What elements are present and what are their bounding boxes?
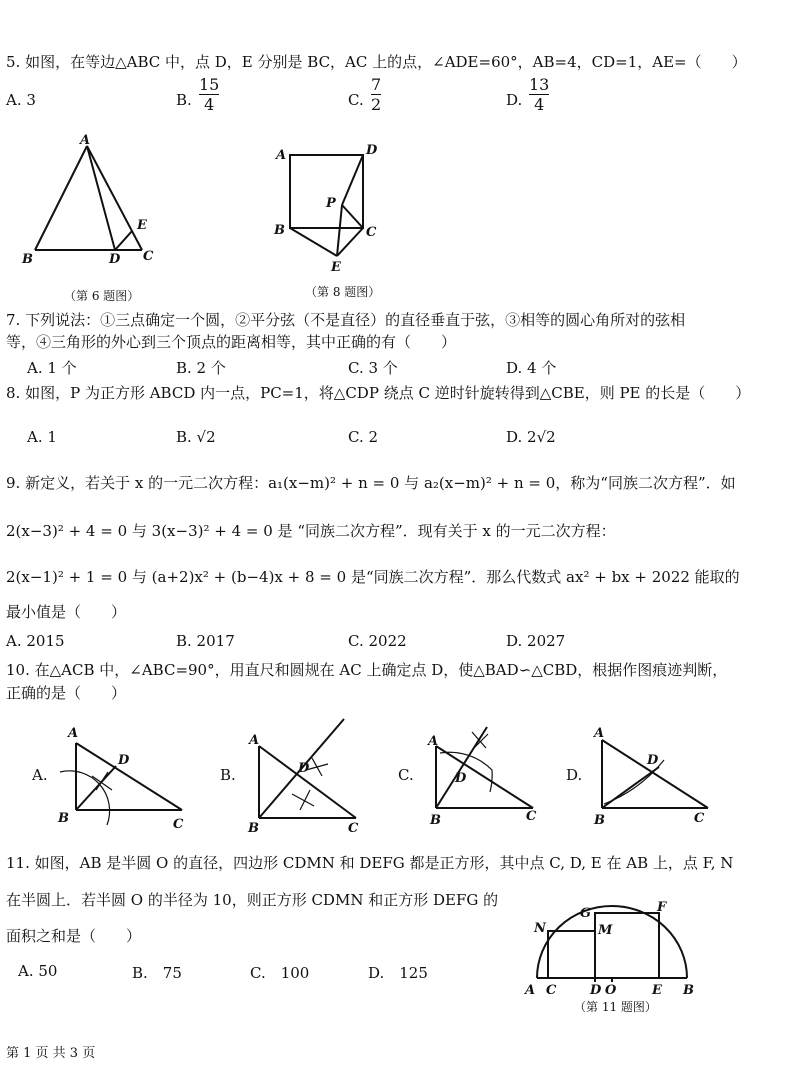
q10b-label-c: C [348, 821, 359, 836]
q10-line2: 正确的是（ ） [6, 684, 127, 702]
q9-line4: 最小值是（ ） [6, 603, 127, 621]
q5-option-d-label: D. [506, 91, 523, 109]
fig11-label-g: G [580, 906, 592, 921]
q5-b-denominator: 4 [204, 95, 215, 114]
q5-option-b-label: B. [176, 91, 192, 109]
q10a-label-d: D [118, 753, 130, 768]
q7-line1: 7. 下列说法：①三点确定一个圆，②平分弦（不是直径）的直径垂直于弦，③相等的圆心角所对的弦相 [6, 311, 686, 329]
fig8-caption: （第 8 题图） [305, 285, 381, 299]
q5-b-numerator: 15 [199, 75, 220, 94]
q7-option-a: A. 1 个 [27, 359, 77, 377]
q8-option-d: D. 2√2 [506, 428, 556, 446]
fig8-label-d: D [366, 143, 378, 158]
q9-option-d: D. 2027 [506, 632, 566, 650]
q9-line3: 2(x−1)² + 1 = 0 与 (a+2)x² + (b−4)x + 8 = 0 是“同族二次方程”．那么代数式 ax² + bx + 2022 能取的 [6, 568, 740, 586]
q11-option-d: D. 125 [368, 964, 428, 982]
fig11-label-n: N [534, 921, 546, 936]
fig6-label-e: E [137, 218, 147, 233]
q10d-label-c: C [694, 811, 705, 826]
q10a-label-c: C [173, 817, 184, 832]
q5-option-a: A. 3 [6, 91, 36, 109]
fig11-label-m: M [598, 923, 613, 938]
q7-option-c: C. 3 个 [348, 359, 398, 377]
q11-option-c: C. 100 [250, 964, 310, 982]
q9-line2: 2(x−3)² + 4 = 0 与 3(x−3)² + 4 = 0 是 “同族二次方程”．现有关于 x 的一元二次方程： [6, 522, 616, 540]
q10a-label-a: A [68, 726, 79, 741]
q5-stem: 5. 如图，在等边△ABC 中，点 D，E 分别是 BC，AC 上的点，∠ADE=60°，AB=4，CD=1，AE=（ ） [6, 53, 747, 71]
q10-option-d-label: D. [566, 766, 583, 784]
q10b-label-a: A [249, 733, 260, 748]
q11-option-b: B. 75 [132, 964, 182, 982]
fig11-label-a: A [525, 983, 536, 998]
q7-option-d: D. 4 个 [506, 359, 557, 377]
q10b-label-b: B [248, 821, 259, 836]
q11-option-a: A. 50 [18, 962, 58, 980]
fig6-label-a: A [80, 133, 91, 148]
q10c-label-a: A [428, 734, 439, 749]
q9-option-c: C. 2022 [348, 632, 407, 650]
q10c-label-c: C [526, 809, 537, 824]
q8-stem: 8. 如图，P 为正方形 ABCD 内一点，PC=1，将△CDP 绕点 C 逆时针旋转得到△CBE，则 PE 的长是（ ） [6, 384, 751, 402]
q10-option-b-label: B. [220, 766, 236, 784]
fig8-label-p: P [326, 196, 336, 211]
q10d-label-a: A [594, 726, 605, 741]
q11-line2: 在半圆上．若半圆 O 的半径为 10，则正方形 CDMN 和正方形 DEFG 的 [6, 891, 499, 909]
q11-line3: 面积之和是（ ） [6, 927, 142, 945]
q10d-label-d: D [647, 753, 659, 768]
q10-line1: 10. 在△ACB 中，∠ABC=90°，用直尺和圆规在 AC 上确定点 D，使△BAD∽△CBD，根据作图痕迹判断， [6, 661, 728, 679]
q8-option-c: C. 2 [348, 428, 379, 446]
fig8-label-c: C [366, 225, 377, 240]
q10d-label-b: B [594, 813, 605, 828]
fig6-label-b: B [22, 252, 33, 267]
q8-option-b: B. √2 [176, 428, 216, 446]
q5-c-denominator: 2 [371, 95, 382, 114]
q10b-label-d: D [298, 761, 310, 776]
q10c-label-d: D [455, 771, 467, 786]
fig11-label-b: B [683, 983, 694, 998]
fig11-caption: （第 11 题图） [574, 1000, 657, 1014]
fig8-label-a: A [276, 148, 287, 163]
q5-d-numerator: 13 [529, 75, 550, 94]
q10-option-a-label: A. [32, 766, 48, 784]
q11-line1: 11. 如图，AB 是半圆 O 的直径，四边形 CDMN 和 DEFG 都是正方形，其中点 C, D, E 在 AB 上，点 F, N [6, 854, 734, 872]
fig6-label-c: C [143, 249, 154, 264]
fig8-label-b: B [274, 223, 285, 238]
q5-option-c-label: C. [348, 91, 364, 109]
q10-option-c-label: C. [398, 766, 414, 784]
q5-c-numerator: 7 [371, 75, 382, 94]
q9-line1: 9. 新定义，若关于 x 的一元二次方程：a₁(x−m)² + n = 0 与 a₂(x−m)² + n = 0，称为“同族二次方程”．如 [6, 474, 736, 492]
q7-line2: 等，④三角形的外心到三个顶点的距离相等，其中正确的有（ ） [6, 333, 457, 351]
q10a-label-b: B [58, 811, 69, 826]
page-footer: 第 1 页 共 3 页 [6, 1046, 96, 1061]
q7-option-b: B. 2 个 [176, 359, 226, 377]
fig6-label-d: D [109, 252, 121, 267]
fig11-label-d: D [590, 983, 602, 998]
q9-option-b: B. 2017 [176, 632, 235, 650]
q10c-label-b: B [430, 813, 441, 828]
fig6-caption: （第 6 题图） [64, 289, 140, 303]
fig11-label-f: F [657, 900, 667, 915]
fig11-label-c: C [546, 983, 557, 998]
fig11-label-e: E [652, 983, 662, 998]
q8-option-a: A. 1 [27, 428, 57, 446]
q9-option-a: A. 2015 [6, 632, 65, 650]
q5-d-denominator: 4 [534, 95, 545, 114]
fig8-label-e: E [331, 260, 341, 275]
fig11-label-o: O [605, 983, 617, 998]
